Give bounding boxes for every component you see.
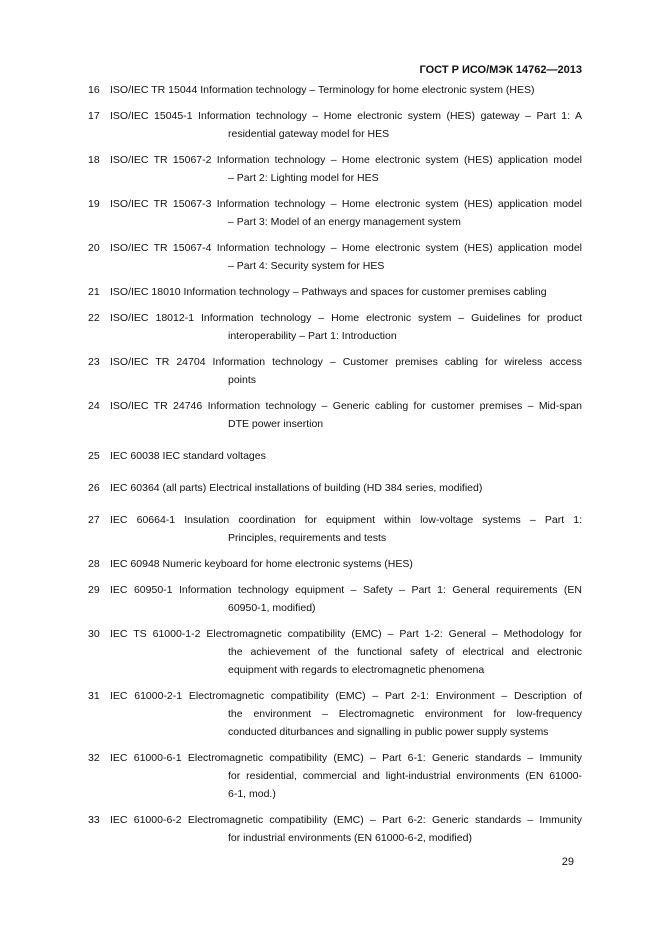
reference-item <box>88 511 582 547</box>
reference-number: 30 <box>88 628 100 640</box>
reference-continuation-line: 60950-1, modified) <box>228 602 316 614</box>
reference-title-line: ISO/IEC TR 15067-4 Information technology – Home electronic system (HES) application model <box>110 242 582 254</box>
reference-text <box>110 397 582 433</box>
reference-text <box>110 581 582 617</box>
reference-item <box>88 555 582 573</box>
reference-continuation-line: points <box>228 374 257 386</box>
reference-continuation-line: for industrial environments (EN 61000-6-2, modified) <box>228 832 472 844</box>
reference-continuation-line: 6-1, mod.) <box>228 788 276 800</box>
reference-text <box>110 239 582 275</box>
reference-number: 23 <box>88 356 100 368</box>
reference-item <box>88 107 582 143</box>
reference-title-line: IEC 61000-2-1 Electromagnetic compatibility (EMC) – Part 2-1: Environment – Description of <box>110 690 582 702</box>
reference-number: 26 <box>88 482 100 494</box>
reference-continuation-line: the achievement of the functional safety of electrical and electronic <box>228 646 582 658</box>
reference-text <box>110 283 582 301</box>
reference-number: 24 <box>88 400 100 412</box>
reference-item <box>88 195 582 231</box>
reference-item <box>88 397 582 433</box>
reference-item <box>88 811 582 847</box>
reference-text <box>110 625 582 679</box>
reference-title-line: ISO/IEC TR 15044 Information technology – Terminology for home electronic system (HES) <box>110 84 535 96</box>
reference-number: 22 <box>88 312 100 324</box>
reference-number: 16 <box>88 84 100 96</box>
reference-continuation-line: conducted diturbances and signalling in public power supply systems <box>228 726 549 738</box>
reference-number: 20 <box>88 242 100 254</box>
reference-text <box>110 195 582 231</box>
reference-continuation-line: – Part 3: Model of an energy management system <box>228 216 461 228</box>
reference-number: 18 <box>88 154 100 166</box>
reference-continuation-line: equipment with regards to electromagnetic phenomena <box>228 664 485 676</box>
reference-item <box>88 283 582 301</box>
reference-continuation-line: interoperability – Part 1: Introduction <box>228 330 397 342</box>
reference-title-line: ISO/IEC 18010 Information technology – Pathways and spaces for customer premises cabling <box>110 286 547 298</box>
reference-item <box>88 625 582 679</box>
reference-number: 19 <box>88 198 100 210</box>
reference-title-line: ISO/IEC TR 24704 Information technology – Customer premises cabling for wireless access <box>110 356 582 368</box>
reference-number: 32 <box>88 752 100 764</box>
reference-item <box>88 353 582 389</box>
reference-title-line: IEC 60948 Numeric keyboard for home electronic systems (HES) <box>110 558 413 570</box>
reference-continuation-line: residential gateway model for HES <box>228 128 390 140</box>
reference-title-line: ISO/IEC TR 24746 Information technology – Generic cabling for customer premises – Mid-span <box>110 400 582 412</box>
reference-title-line: ISO/IEC TR 15067-3 Information technology – Home electronic system (HES) application model <box>110 198 582 210</box>
reference-number: 33 <box>88 814 100 826</box>
reference-item <box>88 309 582 345</box>
reference-number: 25 <box>88 450 100 462</box>
reference-continuation-line: DTE power insertion <box>228 418 324 430</box>
reference-item <box>88 749 582 803</box>
reference-title-line: ISO/IEC 15045-1 Information technology – Home electronic system (HES) gateway – Part 1: A <box>110 110 582 122</box>
reference-text <box>110 749 582 803</box>
reference-title-line: IEC 61000-6-2 Electromagnetic compatibility (EMC) – Part 6-2: Generic standards – Immunity <box>110 814 582 826</box>
reference-continuation-line: the environment – Electromagnetic environment for low-frequency <box>228 708 582 720</box>
reference-number: 17 <box>88 110 100 122</box>
reference-text <box>110 447 582 465</box>
reference-item <box>88 687 582 741</box>
reference-text <box>110 479 582 497</box>
reference-text <box>110 151 582 187</box>
reference-number: 29 <box>88 584 100 596</box>
reference-item <box>88 151 582 187</box>
page-number: 29 <box>561 856 574 868</box>
reference-continuation-line: – Part 4: Security system for HES <box>228 260 385 272</box>
reference-item <box>88 479 582 497</box>
reference-text <box>110 107 582 143</box>
reference-number: 21 <box>88 286 100 298</box>
reference-title-line: IEC 60038 IEC standard voltages <box>110 450 266 462</box>
reference-number: 27 <box>88 514 100 526</box>
reference-title-line: IEC 60364 (all parts) Electrical installations of building (HD 384 series, modified) <box>110 482 483 494</box>
reference-item <box>88 447 582 465</box>
reference-text <box>110 555 582 573</box>
reference-title-line: ISO/IEC 18012-1 Information technology – Home electronic system – Guidelines for product <box>110 312 582 324</box>
reference-text <box>110 511 582 547</box>
reference-continuation-line: – Part 2: Lighting model for HES <box>228 172 379 184</box>
reference-title-line: IEC 61000-6-1 Electromagnetic compatibility (EMC) – Part 6-1: Generic standards – Immunity <box>110 752 582 764</box>
reference-title-line: IEC TS 61000-1-2 Electromagnetic compatibility (EMC) – Part 1-2: General – Methodology for <box>110 628 582 640</box>
references-list <box>88 81 582 855</box>
reference-title-line: IEC 60950-1 Information technology equipment – Safety – Part 1: General requirements (EN <box>110 584 582 596</box>
reference-text <box>110 81 582 99</box>
document-header: ГОСТ Р ИСО/МЭК 14762—2013 <box>419 64 582 76</box>
reference-title-line: ISO/IEC TR 15067-2 Information technology – Home electronic system (HES) application model <box>110 154 582 166</box>
reference-title-line: IEC 60664-1 Insulation coordination for equipment within low-voltage systems – Part 1: <box>110 514 582 526</box>
reference-number: 28 <box>88 558 100 570</box>
reference-continuation-line: for residential, commercial and light-industrial environments (EN 61000- <box>228 770 582 782</box>
reference-item <box>88 81 582 99</box>
reference-text <box>110 353 582 389</box>
reference-text <box>110 309 582 345</box>
reference-number: 31 <box>88 690 100 702</box>
reference-text <box>110 811 582 847</box>
reference-item <box>88 581 582 617</box>
reference-item <box>88 239 582 275</box>
reference-continuation-line: Principles, requirements and tests <box>228 532 387 544</box>
reference-text <box>110 687 582 741</box>
